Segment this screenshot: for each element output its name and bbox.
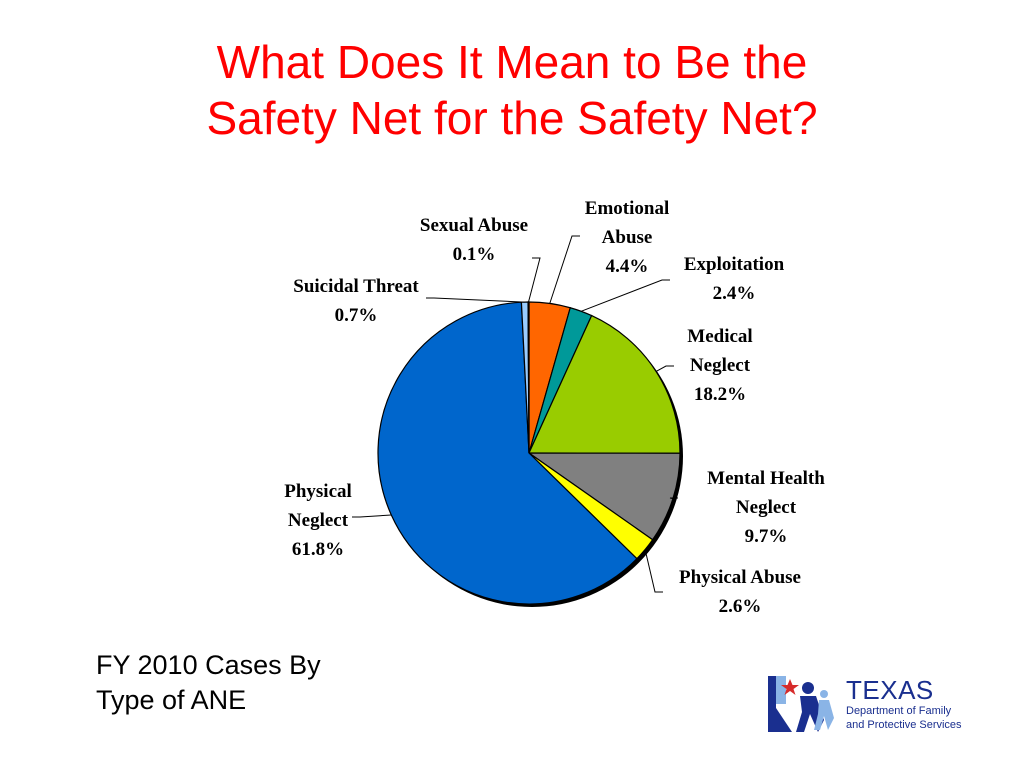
slide-title-line-1: What Does It Mean to Be the bbox=[216, 36, 808, 88]
logo-word: TEXAS bbox=[846, 675, 934, 705]
slice-label-sexual-abuse: Sexual Abuse bbox=[419, 215, 529, 236]
slice-label-mental-health-neglect: Neglect bbox=[735, 497, 797, 518]
slice-label-physical-neglect: Physical bbox=[284, 481, 352, 502]
leader-line-suicidal-threat bbox=[426, 298, 525, 302]
logo-emblem-icon bbox=[766, 674, 844, 736]
leader-line-exploitation bbox=[581, 280, 670, 311]
slice-value-suicidal-threat: 0.7% bbox=[334, 305, 378, 326]
leader-line-medical-neglect bbox=[656, 366, 674, 371]
slice-value-physical-abuse: 2.6% bbox=[718, 596, 762, 617]
logo-line-2: and Protective Services bbox=[846, 719, 962, 731]
slice-label-physical-abuse: Physical Abuse bbox=[679, 567, 801, 588]
leader-line-emotional-abuse bbox=[550, 236, 580, 303]
slice-value-medical-neglect: 18.2% bbox=[693, 384, 747, 405]
slide-title-line-2: Safety Net for the Safety Net? bbox=[206, 92, 818, 144]
chart-caption-line-2: Type of ANE bbox=[96, 685, 247, 715]
logo-line-1: Department of Family bbox=[846, 705, 952, 717]
slice-label-emotional-abuse: Abuse bbox=[601, 227, 653, 248]
slice-value-physical-neglect: 61.8% bbox=[291, 539, 345, 560]
slice-label-suicidal-threat: Suicidal Threat bbox=[293, 276, 419, 297]
slice-value-emotional-abuse: 4.4% bbox=[605, 256, 649, 277]
slice-value-mental-health-neglect: 9.7% bbox=[744, 526, 788, 547]
leader-line-sexual-abuse bbox=[529, 258, 541, 302]
slice-label-physical-neglect: Neglect bbox=[287, 510, 349, 531]
slice-label-mental-health-neglect: Mental Health bbox=[707, 468, 825, 489]
slice-value-sexual-abuse: 0.1% bbox=[452, 244, 496, 265]
leader-line-physical-abuse bbox=[645, 550, 663, 593]
slice-label-medical-neglect: Medical bbox=[687, 326, 753, 347]
logo-text bbox=[846, 676, 962, 732]
slice-label-exploitation: Exploitation bbox=[683, 254, 785, 275]
chart-caption-line-1: FY 2010 Cases By bbox=[96, 650, 321, 680]
leader-line-physical-neglect bbox=[352, 515, 391, 517]
slice-value-exploitation: 2.4% bbox=[712, 283, 756, 304]
slice-label-medical-neglect: Neglect bbox=[689, 355, 751, 376]
slice-label-emotional-abuse: Emotional bbox=[584, 198, 670, 219]
chart-caption bbox=[96, 648, 321, 718]
dfps-logo bbox=[766, 674, 966, 736]
